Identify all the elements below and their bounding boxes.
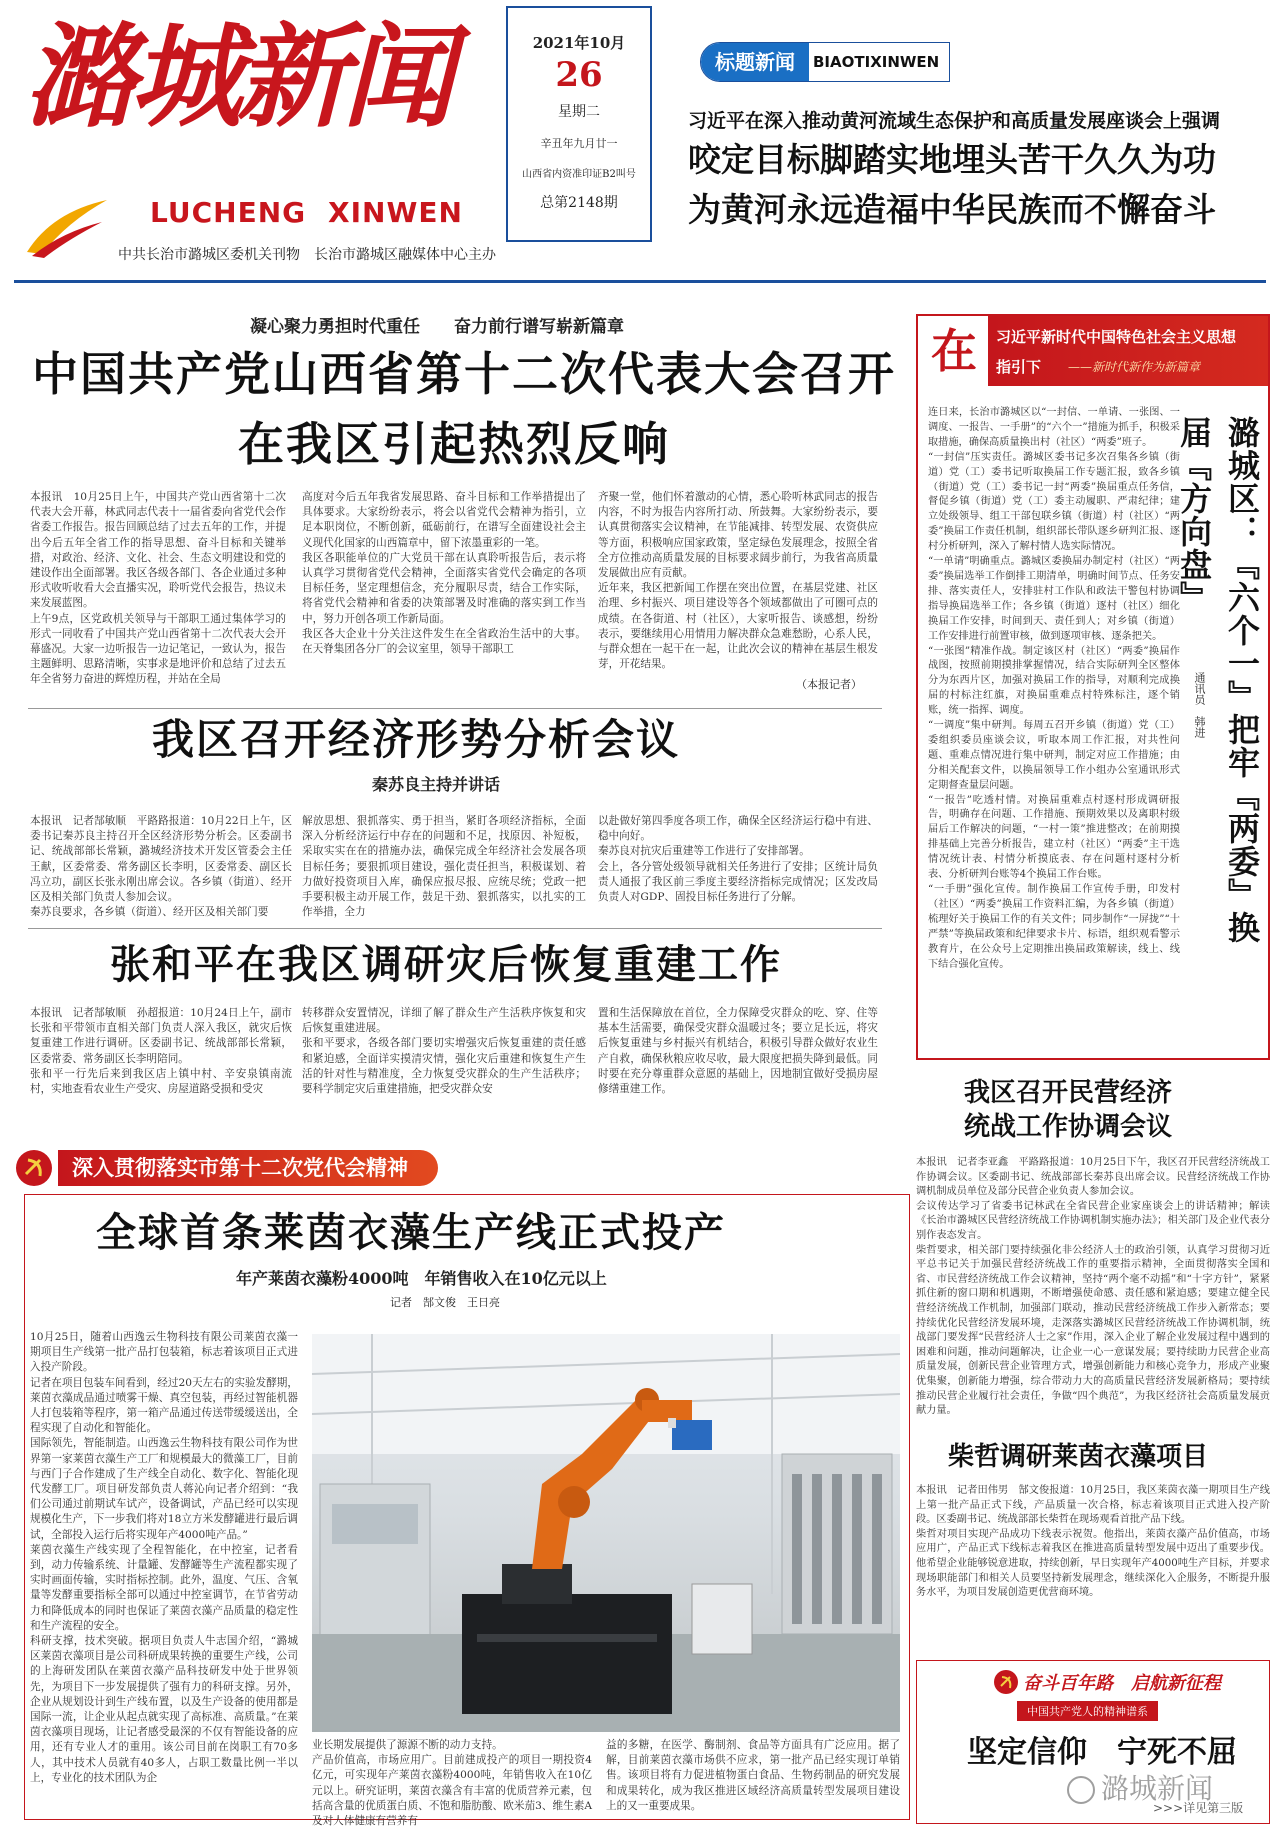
story5-title-2: 统战工作协调会议 — [964, 1112, 1173, 1142]
promo-box — [916, 1660, 1270, 1824]
party-emblem-icon — [993, 1669, 1019, 1695]
issue-number: 总第2148期 — [540, 195, 618, 211]
promo-tag: 中国共产党人的精神谱系 — [1017, 1701, 1158, 1721]
story4-left-col: 10月25日，随着山西逸云生物科技有限公司莱茵衣藻一期项目生产线第一批产品打包装箱，标志着该项目正式进入投产阶段。 记者在项目包装车间看到，经过20天左右的实验发酵期，莱茵衣藻成品通过喷雾干燥、真空包装，再经过智能机器人打包装箱等程序，第一箱产品通过传送带缓缓送出，全程实现了自动化和智能化。 国际领先，智能制造。山西逸云生物科技有限公司作为世界第一家莱茵衣藻生产工厂和规模最大的微藻工厂，目前与西门子合作建成了生产线全自动化、数字化、智能化现代发酵工厂。项目研发部负责人蒋沁向记者介绍到：“我们公司通过前期试车试产，设备调试，产品已经可以实现规模化生产，下一步我们将对18立方米发酵罐进行最后调试，全部投入运行后将实现年产4000吨产品。” 莱茵衣藻生产线实现了全程智能化，在中控室，记者看到，动力传输系统、计量罐、发酵罐等生产流程都实现了实时画面传输，实时指标控制。此外，温度、气压、含氧量等发酵重要指标全部可以通过中控室调节，在节省劳动力和降低成本的同时也保证了莱茵衣藻产品质量的稳定性和生产流程的安全。 科研支撑，技术突破。据项目负责人牛志国介绍，“潞城区莱茵衣藻项目是公司科研成果转换的重要生产线，公司的上海研发团队在莱茵衣藻产品科技研发中处于世界领先，为项目下一步发展提供了强有力的科研支撑。另外，企业从规划设计到生产线布置，以及生产设备的使用都是国际一流，让企业从起点就实现了高标准、高质量。”在莱茵衣藻项目现场，让记者感受最深的不仅有智能设备的应用，还有专业人才的重用。该公司目前在岗职工有70多人，其中技术人员就有40多人，占职工数量比例一半以上，专业化的技术团队为企 — [30, 1331, 298, 1784]
watermark-icon — [1067, 1776, 1095, 1804]
story4-bottom-1: 业长期发展提供了源源不断的动力支持。 产品价值高，市场应用广。目前建成投产的项目一期投资4亿元，可实现年产莱茵衣藻粉4000吨，年销售收入在10亿元以上。研究证明，莱茵衣藻含有丰富的优质营养元素，包括高含量的优质蛋白质、不饱和脂肪酸、欧米茄3、维生素A及对人体健康有营养有 — [312, 1739, 592, 1828]
headline-tag — [700, 42, 950, 82]
story2-title: 我区召开经济形势分析会议 — [152, 715, 681, 764]
story1-title-1: 中国共产党山西省第十二次代表大会召开 — [32, 347, 896, 401]
story5-body: 本报讯 记者李亚鑫 平路路报道：10月25日下午，我区召开民营经济统战工作协调会议。区委副书记、统战部部长秦苏良出席会议。民营经济统战工作协调机制成员单位及部分民营企业负责人参加会议。 会议传达学习了省委书记林武在全省民营企业家座谈会上的讲话精神；解读《长治市潞城区民营经济统战工作协调机制实施办法》；相关部门及企业代表分别作表态发言。 柴哲要求，相关部门要持续强化非公经济人士的政治引领，认真学习贯彻习近平总书记关于加强民营经济统战工作的重要指示精神，全面贯彻落实全国和省、市民营经济统战工作会议精神，坚持“两个毫不动摇”和“十字方针”，紧紧抓住新的窗口期和机遇期，不断增强使命感、责任感和紧迫感；要建立健全民营经济统战工作机制，加强部门联动，推动民营经济统战工作步入新常态；要持续优化民营经济发展环境，走深落实潞城区民营经济统战工作协调机制，统战部门要发挥“民营经济人士之家”作用，深入企业了解企业发展过程中遇到的困难和问题，推动问题解决，让企业一心一意谋发展；要持续助力民营企业高质量发展，创新民营企业管理方式，增强创新能力和核心竞争力，形成产业聚优集聚，创新能力增强，综合带动力大的高质量民营经济发展新格局；要持续推动民营企业履行社会责任，争做“四个典范”，为我区经济社会高质量发展贡献力量。 — [916, 1157, 1270, 1417]
story1-byline-end: （本报记者） — [796, 678, 862, 691]
headline-line-1: 咬定目标脚踏实地埋头苦干久久为功 — [688, 140, 1216, 179]
sidebar-body: 连日来，长治市潞城区以“一封信、一单请、一张图、一调度、一报告、一手册”的“六个一”措施为抓手，积极采取措施，确保高质量换出村（社区）“两委”班子。 “一封信”压实责任。潞城区委书记多次召集各乡镇（街道）党（工）委书记听取换届工作专题汇报，致各乡镇（街道）党（工）委书记一封“两委”换届重点任务信，督促乡镇（街道）党（工）委主动履职、严肃纪律；建立处级领导、组工干部包联乡镇（街道）村（社区）“两委”换届工作责任机制，组织部长带队逐乡研判汇报、逐村分析研判，深入了解村情人选实际情况。 “一单请”明确重点。潞城区委换届办制定村（社区）“两委”换届选举工作倒排工期清单，明确时间节点、任务安排、落实责任人，安排驻村工作队和政法干警包村协调指导换届选举工作；各乡镇（街道）逐村（社区）细化换届工作安排，时间到天、责任到人；对乡镇（街道）工作安排进行前置审核，做到逐项审核、逐条把关。 “一张图”精准作战。制定该区村（社区）“两委”换届作战图，按照前期摸排掌握情况，结合实际研判全区整体分为东西片区，加强对换届工作的指导，对顺利完成换届的村标注红旗，对换届重难点村特殊标注，逐个销账，统一指挥、调度。 “一调度”集中研判。每周五召开乡镇（街道）党（工）委组织委员座谈会议，听取本周工作汇报，对共性问题、重难点情况进行集中研判，制定对应工作措施；由分相关配套文件，以换届领导工作小组办公室通讯形式定期督查量层问题。 “一报告”吃透村情。对换届重难点村逐村形成调研报告，明确存在问题、工作措施、预期效果以及离职村级届后工作解决的问题，“一村一策”推进整改；在前期摸排基础上完善分析报告，建立村（社区）“两委”主干选情况统计表、村情分析摸底表、存在问题村逐村分析表、分析研判台账等4个换届工作台账。 “一手册”强化宣传。制作换届工作宣传手册，印发村（社区）“两委”换届工作资料汇编，为各乡镇（街道）梳理好关于换届工作的有关文件；同步制作“一屏拢”“十严禁”等换届政策和纪律要求卡片、标语，组织观看警示教育片，在公众号上定期推出换届政策解读，线上、线下结合强化宣传。 — [928, 407, 1180, 970]
watermark — [1067, 1767, 1213, 1807]
headline-line-2: 为黄河永远造福中华民族而不懈奋斗 — [688, 190, 1216, 229]
logo-swoosh-icon — [22, 192, 112, 262]
story1-col-3: 齐聚一堂，他们怀着激动的心情，悉心聆听林武同志的报告内容，不时为报告内容所打动、所鼓舞。大家纷纷表示，要认真贯彻落实会议精神，在节能减排、转型发展、农资供应等方面，积极响应国家政策，坚定绿色发展理念，按照全省全方位推动高质量发展的目标要求阔步前行，为我省高质量发展做出应有贡献。 近年来，我区把新闻工作摆在突出位置，在基层党建、社区治理、乡村振兴、项目建设等各个领域都做出了可圈可点的成绩。在各街道、村（社区），大家听报告、谈感想，纷纷表示，要继续用心用情用力解决群众急难愁盼，心系人民，与群众想在一起干在一起，让此次会议的精神在基层生根发芽，开花结果。 — [598, 491, 878, 671]
story6-body: 本报讯 记者田伟男 郜文俊报道：10月25日，我区莱茵衣藻一期项目生产线上第一批产品正式下线，产品质量一次合格，标志着该项目正式进入投产阶段。区委副书记、统战部部长柴哲在现场观看首批产品下线。 柴哲对项目实现产品成功下线表示祝贺。他指出，莱茵衣藻产品价值高，市场应用广，产品正式下线标志着我区在推进高质量转型发展中迈出了重要步伐。他希望企业能够锐意进取，持续创新，早日实现年产4000吨生产目标，并要求现场职能部门和相关人员要坚持新发展理念，继续深化入企服务，不断提升服务水平，为项目发展创造更优营商环境。 — [916, 1485, 1270, 1599]
headline-tag-py: BIAOTIXINWEN — [813, 53, 940, 71]
story1-col-2: 高度对今后五年我省发展思路、奋斗目标和工作举措提出了具体要求。大家纷纷表示，将会以省党代会精神为指引，立足本职岗位，不断创新，砥砺前行，在谱写全面建设社会主义现代化国家的山西篇章中，留下浓墨重彩的一笔。 我区各职能单位的广大党员干部在认真聆听报告后，表示将认真学习贯彻省党代会精神，全面落实省党代会确定的各项目标任务，坚定理想信念，充分履职尽责，结合工作实际，将省党代会精神和省委的决策部署及时准确的落实到工作当中，努力开创各项工作新局面。 我区各大企业十分关注这件发生在全省政治生活中的大事。在天脊集团各分厂的会议室里，领导干部职工 — [302, 491, 586, 656]
masthead — [0, 0, 1280, 290]
story1-title-2: 在我区引起热烈反响 — [238, 417, 670, 471]
sidebar-header — [918, 316, 1268, 386]
sidebar-badge: 在 — [931, 324, 977, 378]
sidebar-feature — [916, 314, 1270, 1060]
story3-title: 张和平在我区调研灾后恢复重建工作 — [110, 942, 782, 988]
story2-col-2: 解放思想、狠抓落实、勇于担当，紧盯各项经济指标，全面深入分析经济运行中存在的问题和不足，找原因、补短板，采取实实在在的措施办法，确保完成全年经济社会发展各项目标任务；要狠抓项目建设，强化责任担当，积极谋划、着力做好投资项目入库，确保应报尽报、应统尽统；党政一把手要积极主动开展工作，鼓足干劲、狠抓落实，以扎实的工作举措，全力 — [302, 815, 586, 919]
headline-kicker: 习近平在深入推动黄河流域生态保护和高质量发展座谈会上强调 — [688, 110, 1221, 132]
story6-title: 柴哲调研莱茵衣藻项目 — [948, 1442, 1209, 1472]
sidebar-reporter — [1186, 672, 1206, 738]
story3-col-1: 本报讯 记者郜敏顺 孙超报道：10月24日上午，副市长张和平带领市直相关部门负责人深入我区，就灾后恢复重建工作进行调研。区委副书记、统战部部长常颖，区委常委、常务副区长李明陪同。 张和平一行先后来到我区店上镇中村、辛安泉镇南流村，实地查看农业生产受灾、房屋道路受损和受灾 — [30, 1007, 292, 1096]
weekday: 星期二 — [558, 104, 600, 120]
story2-col-1: 本报讯 记者郜敏顺 平路路报道：10月22日上午，区委书记秦苏良主持召开全区经济形势分析会。区委副书记、统战部部长常颖，潞城经济技术开发区管委会主任王献，区委常委、常务副区长李明，区委常委、副区长冯立功，副区长张永刚出席会议。各乡镇（街道）、经开区及相关部门负责人参加会议。 秦苏良要求，各乡镇（街道）、经开区及相关部门要 — [30, 815, 292, 919]
lunar-date: 辛丑年九月廿一 — [540, 137, 618, 150]
story4-title: 全球首条莱茵衣藻生产线正式投产 — [96, 1210, 726, 1256]
promo-more[interactable]: >>>详见第三版 — [1153, 1801, 1244, 1815]
date-box — [506, 6, 652, 242]
date-day: 26 — [555, 55, 603, 95]
story4-byline: 记者 郜文俊 王日亮 — [390, 1296, 500, 1309]
sidebar-reporter-b: 韩进 — [1193, 716, 1206, 738]
promo-slogan: 奋斗百年路 启航新征程 — [1023, 1673, 1221, 1694]
watermark-text: 潞城新闻 — [1101, 1772, 1214, 1805]
sidebar-header-line-1: 习近平新时代中国特色社会主义思想 — [996, 328, 1237, 346]
story3-col-2: 转移群众安置情况，详细了解了群众生产生活秩序恢复和灾后恢复重建进展。 张和平要求，各级各部门要切实增强灾后恢复重建的责任感和紧迫感，全面详实摸清灾情，强化灾后重建和恢复生产生活的针对性与精准度，全力恢复受灾群众的生产生活秩序；要科学制定灾后重建措施，把受灾群众安 — [302, 1007, 586, 1096]
sponsors: 中共长治市潞城区委机关刊物 长治市潞城区融媒体中心主办 — [118, 247, 496, 263]
section-banner — [14, 1146, 498, 1190]
sidebar-reporter-a: 通讯员 — [1193, 672, 1206, 705]
logo-pinyin-2: XINWEN — [328, 196, 463, 229]
date-year-month: 2021年10月 — [532, 34, 626, 52]
party-emblem-icon — [14, 1148, 54, 1188]
logo-calligraphy: 潞城新闻 — [24, 12, 448, 143]
sidebar-header-line-2: 指引下 — [996, 358, 1042, 376]
sidebar-vertical-title-a: 潞城区： — [1223, 416, 1261, 548]
logo-pinyin-1: LUCHENG — [150, 196, 307, 229]
story5-title-1: 我区召开民营经济 — [964, 1078, 1173, 1108]
headline-tag-cn: 标题新闻 — [701, 43, 809, 81]
registration: 山西省内资准印证B2叫号 — [522, 169, 636, 180]
story2-col-3: 以赴做好第四季度各项工作，确保全区经济运行稳中有进、稳中向好。 秦苏良对抗灾后重建等工作进行了安排部署。 会上，各分管处级领导就相关任务进行了安排；区统计局负责人通报了我区前三季度主要经济指标完成情况；区发改局负责人对GDP、固投目标任务进行了分解。 — [598, 815, 878, 904]
divider — [28, 708, 882, 709]
promo-title: 坚定信仰 宁死不屈 — [967, 1735, 1237, 1770]
sidebar-header-tag: ——新时代新作为新篇章 — [1068, 360, 1201, 374]
banner-text: 深入贯彻落实市第十二次党代会精神 — [58, 1150, 438, 1186]
masthead-rule — [14, 280, 1266, 283]
story4-bottom-2: 益的多糖，在医学、酶制剂、食品等方面具有广泛应用。据了解，目前莱茵衣藻市场供不应求，第一批产品已经实现订单销售。该项目将有力促进植物蛋白食品、生物药制品的研究发展和成果转化，成为我区推进区域经济高质量转型发展项目建设上的又一重要成果。 — [606, 1739, 900, 1812]
sidebar-vertical-title-b: 『六个一』把牢『两委』换届『方向盘』 — [1175, 416, 1261, 944]
story4-subtitle: 年产莱茵衣藻粉4000吨 年销售收入在10亿元以上 — [236, 1269, 607, 1288]
story2-subtitle: 秦苏良主持并讲话 — [372, 775, 501, 794]
factory-photo — [312, 1334, 900, 1732]
story3-col-3: 置和生活保障放在首位，全力保障受灾群众的吃、穿、住等基本生活需要，确保受灾群众温暖过冬；要立足长远，将灾后恢复重建与乡村振兴有机结合，积极引导群众做好农业生产自救，确保秋粮应收尽收，最大限度把损失降到最低。同时要在充分尊重群众意愿的基础上，因地制宜做好受损房屋修缮重建工作。 — [598, 1007, 878, 1096]
story1-kicker: 凝心聚力勇担时代重任 奋力前行谱写崭新篇章 — [250, 317, 624, 337]
story1-col-1: 本报讯 10月25日上午，中国共产党山西省第十二次代表大会开幕，林武同志代表十一届省委向省党代会作省委工作报告。报告回顾总结了过去五年的工作，并提出今后五年全省工作的指导思想、奋斗目标和关键举措，对政治、经济、文化、社会、生态文明建设和党的建设作出全面部署。我区各级各部门、各企业通过多种形式收听收看大会直播实况，聆听党代会报告，热议未来发展蓝图。 上午9点，区党政机关领导与干部职工通过集体学习的形式一同收看了中国共产党山西省第十二次代表大会开幕盛况。大家一边听报告一边记笔记，一致认为，报告主题鲜明、思路清晰，实事求是地评价和总结了过去五年全省努力奋进的辉煌历程，并站在全局 — [30, 491, 286, 686]
divider — [28, 928, 882, 929]
